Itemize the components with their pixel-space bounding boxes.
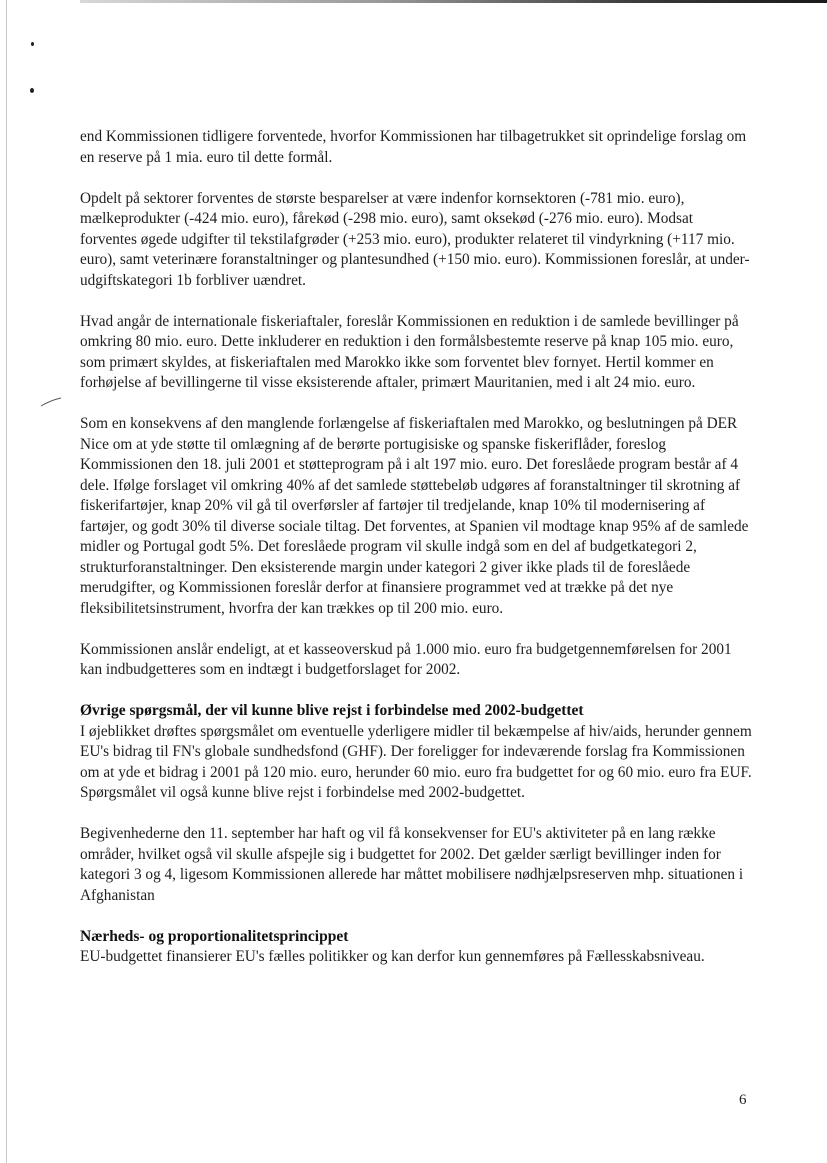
paragraph-morocco-support-program: Som en konsekvens af den manglende forlængelse af fiskeriaftalen med Marokko, og beslutningen på DER Nice om at yde støtte til omlægning af de berørte portugisiske og spanske fiskeriflåder, foreslog Kommissionen den 18. juli 2001 et støtteprogram på i alt 197 mio. euro. Det foreslåede program består af 4 dele. Ifølge forslaget vil omkring 40% af det samlede støttebeløb udgøres af foranstaltninger til skrotning af fiskerifartøjer, knap 20% vil gå til overførsler af fartøjer til tredjelande, knap 10% til modernisering af fartøjer, og godt 30% til diverse sociale tiltag. Det forventes, at Spanien vil modtage knap 95% af de samlede midler og Portugal godt 5%. Det foreslåede program vil skulle indgå som en del af budgetkategori 2, strukturforanstaltninger. Den eksisterende margin under kategori 2 giver ikke plads til de foreslåede merudgifter, og Kommissionen foreslår derfor at finansiere programmet ved at trække på det nye fleksibilitetsinstrument, hvorfra der kan trækkes op til 200 mio. euro. [80,415,749,617]
paragraph-fisheries-agreements: Hvad angår de internationale fiskeriaftaler, foreslår Kommissionen en reduktion i de samlede bevillinger på omkring 80 mio. euro. Dette inkluderer en reduktion i den formålsbestemte reserve på knap 105 mio. euro, som primært skyldes, at fiskeriaftalen med Marokko ikke som forventet blev fornyet. Hertil kommer en forhøjelse af bevillingerne til visse eksisterende aftaler, primært Mauritanien, med i alt 24 mio. euro. [80,312,739,391]
margin-dot-mark [30,88,34,93]
margin-dot-mark [31,42,34,46]
paragraph-eu-budget-financing: EU-budgettet finansierer EU's fælles politikker og kan derfor kun gennemføres på Fællesskabsniveau. [80,948,705,965]
heading-subsidiarity: Nærheds- og proportionalitetsprincippet [80,927,349,945]
paragraph-sector-savings: Opdelt på sektorer forventes de største besparelser at være indenfor kornsektoren (-781 mio. euro), mælkeprodukter (-424 mio. euro), fårekød (-298 mio. euro), samt oksekød (-276 mio. euro). Modsat forventes øgede udgifter til tekstilafgrøder (+253 mio. euro), produkter relateret til vindyrkning (+117 mio. euro), samt veterinære foranstaltninger og plantesundhed (+150 mio. euro). Kommissionen foreslår, at under-udgiftskategori 1b forbliver uændret. [80,189,750,289]
scan-left-border [6,0,7,1163]
scan-top-edge [80,0,827,3]
paragraph-cash-surplus: Kommissionen anslår endeligt, at et kasseoverskud på 1.000 mio. euro fra budgetgennemførelsen for 2001 kan indbudgetteres som en indtægt i budgetforslaget for 2002. [80,640,732,678]
document-body [80,127,752,968]
page-number: 6 [739,1092,747,1108]
heading-other-questions: Øvrige spørgsmål, der vil kunne blive rejst i forbindelse med 2002-budgettet [80,702,584,719]
paragraph-september-11: Begivenhederne den 11. september har haft og vil få konsekvenser for EU's aktiviteter på en lang række områder, hvilket også vil skulle afspejle sig i budgettet for 2002. Det gælder særligt bevillinger inden for kategori 3 og 4, ligesom Kommissionen allerede har måttet mobilisere nødhjælpsreserven mhp. situationen i Afghanistan [80,825,744,904]
paragraph-hiv-aids: I øjeblikket drøftes spørgsmålet om eventuelle yderligere midler til bekæmpelse af hiv/aids, herunder gennem EU's bidrag til FN's globale sundhedsfond (GHF). Der foreligger for indeværende forslag fra Kommissionen om at yde et bidrag i 2001 på 120 mio. euro, herunder 60 mio. euro fra budgettet for og 60 mio. euro fra EUF. Spørgsmålet vil også kunne blive rejst i forbindelse med 2002-budgettet. [80,722,752,801]
margin-pen-stroke [40,397,62,407]
paragraph-commission-reserve: end Kommissionen tidligere forventede, hvorfor Kommissionen har tilbagetrukket sit oprindelige forslag om en reserve på 1 mia. euro til dette formål. [80,128,747,166]
